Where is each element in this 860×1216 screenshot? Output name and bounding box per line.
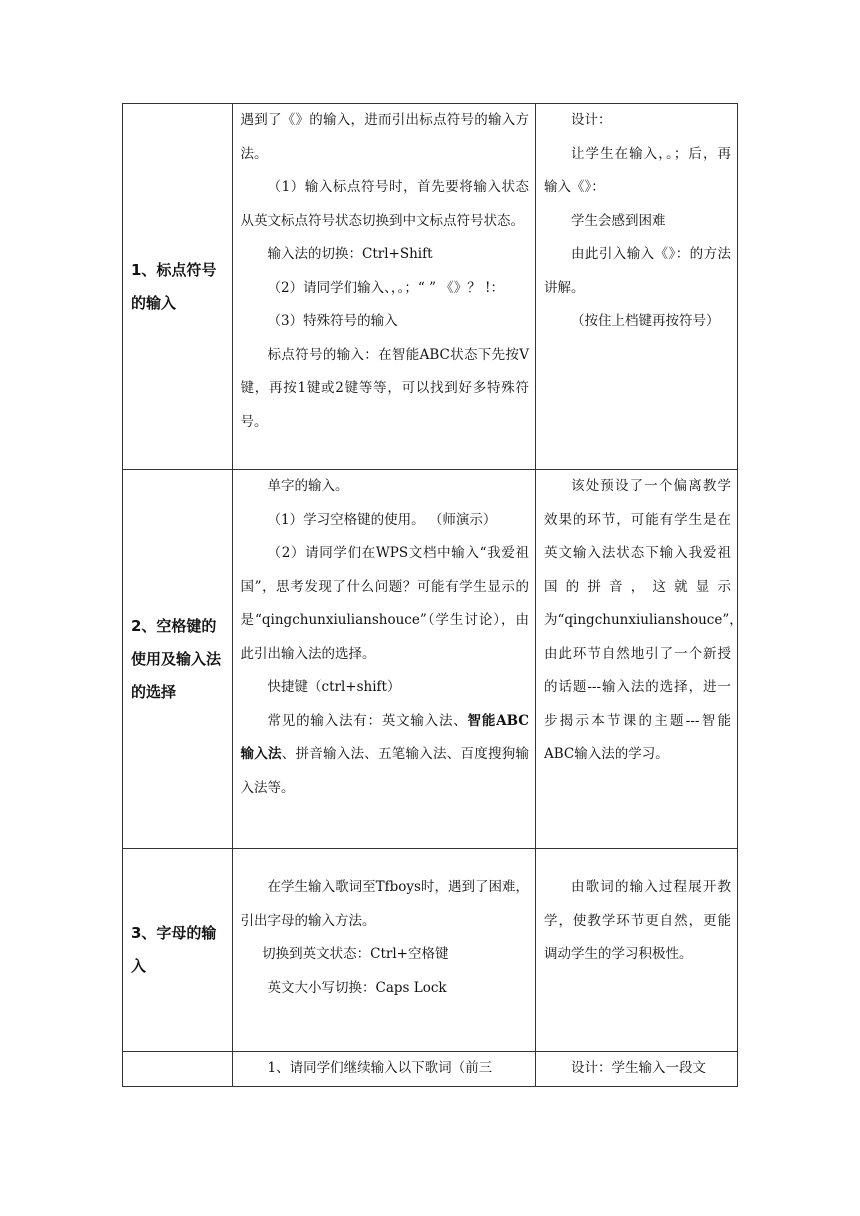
- design-cell: [536, 104, 738, 470]
- content-cell: [232, 1052, 535, 1087]
- design-paragraph: 让学生在输入，。；后，再输入《》：: [544, 145, 731, 195]
- content-paragraph: 输入法的切换：Ctrl+Shift: [267, 246, 433, 262]
- table-row: [123, 470, 738, 849]
- ime-prefix: 常见的输入法有：英文输入法、: [267, 712, 468, 729]
- design-paragraph: 学生会感到困难: [571, 212, 666, 229]
- content-paragraph: （3）特殊符号的输入: [267, 313, 398, 329]
- table-row: [123, 849, 738, 1052]
- design-cell: [536, 470, 743, 849]
- content-paragraph: 英文大小写切换：Caps Lock: [267, 979, 447, 996]
- table-row: [123, 104, 738, 470]
- content-paragraph: 快捷键（ctrl+shift）: [267, 679, 401, 695]
- lesson-plan-table: [122, 103, 743, 1087]
- ime-bold: 智能ABC输入法: [240, 712, 529, 762]
- content-cell: [232, 104, 535, 470]
- content-paragraph: （1）输入标点符号时，首先要将输入状态从英文标点符号状态切换到中文标点符号状态。: [240, 179, 529, 229]
- topic-cell: [123, 1052, 233, 1087]
- design-paragraph: 由此引入输入《》：的方法讲解。: [544, 246, 731, 296]
- topic-cell: 3、字母的输入: [123, 849, 233, 1052]
- design-cell: [536, 1052, 738, 1087]
- design-paragraph: （按住上档键再按符号）: [571, 313, 720, 329]
- table-row: [123, 1052, 738, 1087]
- design-paragraph: 设计：学生输入一段文: [571, 1060, 706, 1076]
- content-paragraph: 1、请同学们继续输入以下歌词（前三: [267, 1060, 493, 1076]
- design-paragraph: 设计：: [571, 112, 612, 128]
- design-paragraph: 由歌词的输入过程展开教学，使教学环节更自然，更能调动学生的学习积极性。: [544, 879, 731, 962]
- design-cell: [536, 849, 738, 1052]
- content-paragraph-ime: [241, 705, 529, 806]
- content-paragraph: 标点符号的输入：在智能ABC状态下先按V键，再按1键或2键等等，可以找到好多特殊符号。: [240, 346, 529, 430]
- content-paragraph: 切换到英文状态：Ctrl+空格键: [262, 946, 449, 962]
- ime-suffix: 、拼音输入法、五笔输入法、百度搜狗输入法等。: [240, 746, 530, 796]
- content-paragraph: 单字的输入。: [267, 478, 349, 494]
- content-paragraph: （2）请同学们在WPS文档中输入“我爱祖国”，思考发现了什么问题？可能有学生显示的是“qingchunxiulianshouce”（学生讨论），由此引出输入法的选择。: [240, 545, 529, 662]
- content-cell: [232, 849, 535, 1052]
- content-cell: [232, 470, 535, 849]
- topic-cell: 1、标点符号的输入: [123, 104, 233, 470]
- content-paragraph: （2）请同学们输入、，。；“ ” 《》？ !：: [267, 279, 504, 296]
- content-paragraph: （1）学习空格键的使用。 （师演示）: [267, 511, 497, 528]
- content-paragraph: 遇到了《》的输入，进而引出标点符号的输入方法。: [240, 112, 529, 162]
- design-paragraph: 该处预设了一个偏离教学效果的环节，可能有学生是在英文输入法状态下输入我爱祖国的拼音，这就显示为“qingchunxiulianshouce”，由此环节自然地引了一个新授的话题---输入法的选择，进一步揭示本节课的主题---智能ABC输入法的学习。: [544, 478, 743, 762]
- topic-cell: 2、空格键的使用及输入法的选择: [123, 470, 233, 849]
- content-paragraph: 在学生输入歌词至Tfboys时，遇到了困难，引出字母的输入方法。: [240, 879, 529, 929]
